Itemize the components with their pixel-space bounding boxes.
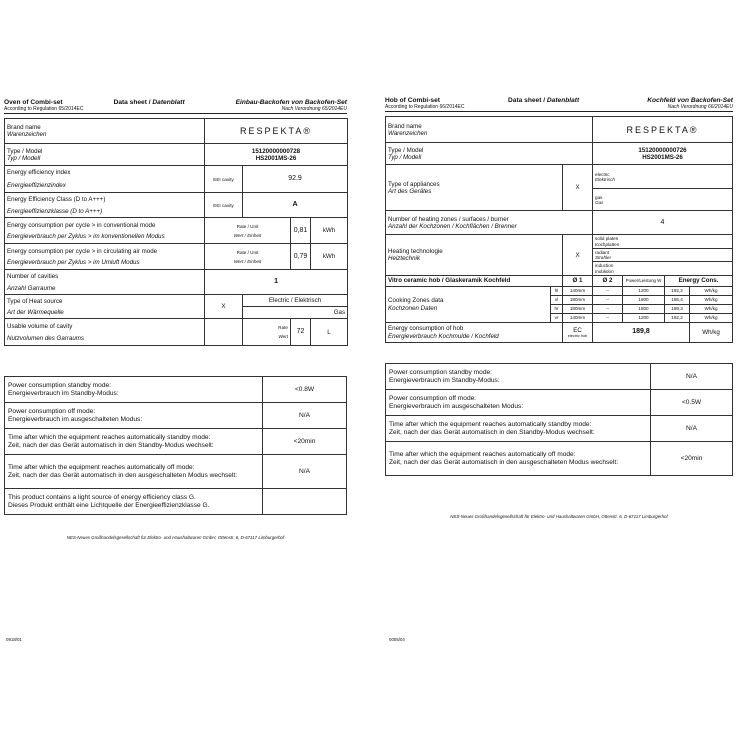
table-row: Vitro ceramic hob / Glaskeramik Kochfeld Ø 1 Ø 2 Power/Leistung W Energy Cons. (386, 276, 733, 287)
table-row: Power consumption off mode: Energieverbrauch im ausgeschalteten Modus: <0.5W (386, 390, 733, 416)
table-row: Type of appliances Art des Gerätes X electric Elektrisch (386, 165, 733, 189)
table-row: Energy consumption of hob Energieverbrauch Kochmulde / Kochfeld EC electric hob 189,8 Wh/kg (386, 323, 733, 343)
table-row: Heating technologie Heiztechnik X solid plates Kochplatten (386, 235, 733, 249)
table-row: Brand name Warenzeichen RESPEKTA® (5, 119, 348, 144)
hob-code: 0005/04 (389, 637, 405, 642)
oven-datasheet-label: Data sheet / Datenblatt (113, 99, 185, 106)
table-row: Type / Model Typ / Modell 15120000000726 HS2001MS-26 (386, 143, 733, 165)
table-row: Type of Heat source X Electric / Elektrisch (5, 295, 348, 307)
table-row: Time after which the equipment reaches automatically off mode: Zeit, nach der das Gerät automatisch in den ausgeschalteten Modus wechselt: <20min (386, 442, 733, 476)
oven-datasheet (4, 99, 347, 540)
table-row: Energy Efficiency Class (D to A+++) Energieeffizienzklasse (D to A+++) EEI cavity A (5, 193, 348, 218)
table-row: Time after which the equipment reaches automatically standby mode: Zeit, nach der das Gerät automatisch in den Standby-Modus wechselt: N/A (386, 416, 733, 442)
table-row: Energy efficiency index Energieeffizienzindex EEI cavity 92.9 (5, 166, 348, 193)
brand-logo: RESPEKTA® (593, 117, 733, 143)
table-row: Time after which the equipment reaches automatically standby mode: Zeit, nach der das Gerät automatisch in den Standby-Modus wechselt: <20min (5, 429, 347, 455)
table-row: Power consumption standby mode: Energieverbrauch im Standby-Modus: <0.8W (5, 377, 347, 403)
hob-title: Hob of Combi-set (385, 97, 440, 104)
hob-title-de: Kochfeld von Backofen-Set (647, 97, 733, 104)
hob-regulation: According to Regulation 66/2014EC Nach Verordnung 66/2014EU (385, 105, 733, 113)
table-row: vl 180mm -- 1800 185,4 Wh/kg (386, 296, 733, 305)
oven-power-table (4, 376, 347, 515)
table-row: Brand name Warenzeichen RESPEKTA® (386, 117, 733, 143)
hob-power-table (385, 363, 733, 476)
table-row: Cooking Zones data Kochzonen Daten hl 140mm -- 1200 192,2 Wh/kg (386, 287, 733, 296)
hob-spec-table (385, 116, 733, 343)
oven-spec-table (4, 118, 348, 346)
table-row: induction Induktion (386, 262, 733, 276)
table-row: This product contains a light source of energy efficiency class G. Dieses Produkt enthält eine Lichtquelle der Energieeffizienzklasse G. (5, 489, 347, 515)
table-row: gas Gas (386, 189, 733, 211)
oven-footer: NES-Neues Großhandelsgesellschaft für Elektro- und Haushaltwaren GmbH, Ottenstr. 6, D-67117 Limburgerhof (66, 535, 285, 541)
table-row: Energy consumption per cycle > in circulating air mode Energieverbrauch per Zyklus > im Umluft Modus Rate / Unit Wert / Einheit 0,79 kWh (5, 244, 348, 270)
brand-logo: RESPEKTA® (205, 119, 348, 144)
table-row: Number of cavities Anzahl Garraume 1 (5, 270, 348, 295)
table-row: Time after which the equipment reaches automatically off mode: Zeit, nach der das Gerät automatisch in den ausgeschalteten Modus wechselt: N/A (5, 455, 347, 489)
table-row: Power consumption off mode: Energieverbrauch im ausgeschalteten Modus: N/A (5, 403, 347, 429)
table-row: Power consumption standby mode: Energieverbrauch im Standby-Modus: N/A (386, 364, 733, 390)
table-row: Number of heating zones / surfaces / burner Anzahl der Kochzonen / Kochflächen / Brenner 4 (386, 211, 733, 235)
oven-title-de: Einbau-Backofen von Backofen-Set (235, 99, 347, 106)
table-row: vr 140mm -- 1200 192,2 Wh/kg (386, 314, 733, 323)
table-row: hr 180mm -- 1800 189,3 Wh/kg (386, 305, 733, 314)
oven-title: Oven of Combi-set (4, 99, 63, 106)
table-row: Usable volume of cavity Nutzvolumen des Garraums Rate Wert 72 L (5, 319, 348, 346)
hob-footer: NES-Neues Großhandelsgesellschaft für Elektro- und Haushaltwaren GmbH, Ottenstr. 6, D-67117 Limburgerhof (450, 514, 668, 520)
hob-datasheet-label: Data sheet / Datenblatt (508, 97, 580, 104)
table-row: Art der Wärmequelle Gas (5, 307, 348, 319)
oven-regulation: According to Regulation 65/2014EC Nach Verordnung 65/2014EU (4, 107, 347, 115)
table-row: Type / Model Typ / Modell 15120000000728 HS2001MS-26 (5, 144, 348, 166)
oven-code: 0918/01 (6, 637, 22, 642)
table-row: Energy consumption per cycle > in conventional mode Energieverbrauch per Zyklus > im konventionellen Modus Rate / Unit Wert / Einheit 0,81 kWh (5, 218, 348, 244)
hob-datasheet (385, 97, 733, 519)
table-row: radiant Strahler (386, 248, 733, 262)
